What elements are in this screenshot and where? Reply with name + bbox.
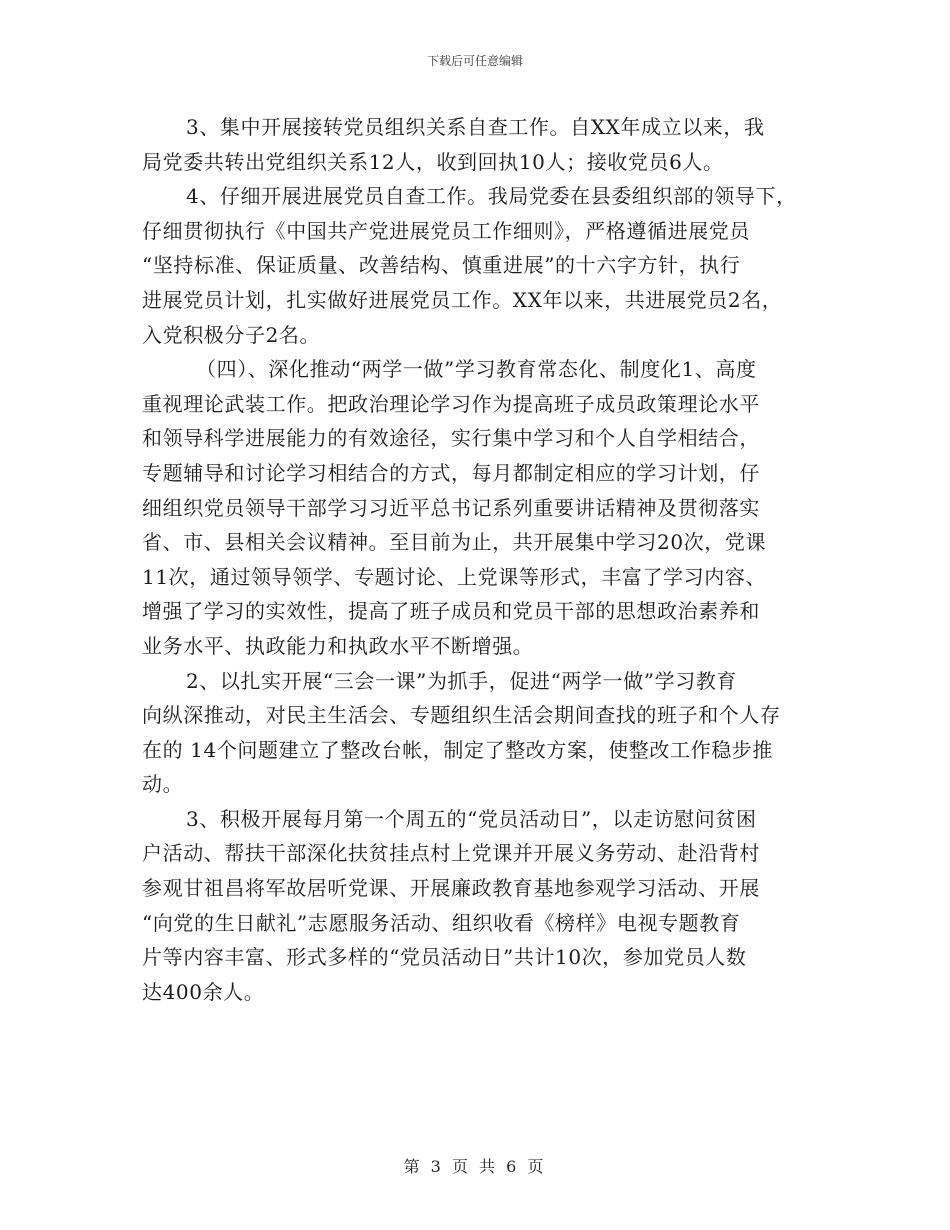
header-note: 下载后可任意编辑 (426, 54, 523, 68)
body-line: 重视理论武装工作。把政治理论学习作为提高班子成员政策理论水平 (142, 391, 760, 416)
body-line: 户活动、帮扶干部深化扶贫挂点村上党课并开展义务劳动、赴沿背村 (142, 841, 760, 866)
body-line: 动。 (142, 772, 184, 797)
body-line: 达400余人。 (142, 979, 265, 1004)
document-body (142, 110, 822, 1009)
body-line: 11次，通过领导领学、专题讨论、上党课等形式，丰富了学习内容、 (142, 564, 767, 589)
body-line: 增强了学习的实效性，提高了班子成员和党员干部的思想政治素养和 (142, 599, 760, 624)
body-line: 省、市、县相关会议精神。至目前为止，共开展集中学习20次，党课 (142, 530, 767, 555)
body-line: 3、积极开展每月第一个周五的“党员活动日”，以走访慰问贫困 (186, 806, 757, 831)
body-line: 入党积极分子2名。 (142, 322, 321, 347)
body-line: 仔细贯彻执行《中国共产党进展党员工作细则》，严格遵循进展党员 (142, 218, 750, 243)
body-line: 2、以扎实开展“三会一课”为抓手，促进“两学一做”学习教育 (186, 668, 738, 693)
body-line: 业务水平、执政能力和执政水平不断增强。 (142, 633, 534, 658)
body-line: 参观甘祖昌将军故居听党课、开展廉政教育基地参观学习活动、开展 (142, 876, 760, 901)
body-line: 3、集中开展接转党员组织关系自查工作。自XX年成立以来，我 (186, 115, 765, 139)
body-line: “向党的生日献礼”志愿服务活动、组织收看《榜样》电视专题教育 (142, 910, 741, 935)
body-line: 在的 14个问题建立了整改台帐，制定了整改方案，使整改工作稳步推 (142, 737, 774, 762)
body-line: 向纵深推动，对民主生活会、专题组织生活会期间查找的班子和个人存 (142, 703, 781, 728)
body-line: “坚持标准、保证质量、改善结构、慎重进展”的十六字方针，执行 (142, 253, 741, 278)
body-line: 片等内容丰富、形式多样的“党员活动日”共计10次，参加党员人数 (142, 945, 747, 970)
body-line: （四）、深化推动“两学一做”学习教育常态化、制度化1、高度 (196, 357, 757, 382)
body-line: 细组织党员领导干部学习习近平总书记系列重要讲话精神及贯彻落实 (142, 495, 760, 520)
body-line: 和领导科学进展能力的有效途径，实行集中学习和个人自学相结合， (142, 426, 760, 451)
body-line: 4、仔细开展进展党员自查工作。我局党委在县委组织部的领导下， (186, 184, 797, 209)
page-number: 第 3 页 共 6 页 (403, 1157, 547, 1176)
body-line: 进展党员计划，扎实做好进展党员工作。XX年以来，共进展党员2名， (142, 287, 783, 312)
body-line: 专题辅导和讨论学习相结合的方式，每月都制定相应的学习计划，仔 (142, 460, 760, 485)
body-line: 局党委共转出党组织关系12人，收到回执10人；接收党员6人。 (142, 149, 724, 174)
